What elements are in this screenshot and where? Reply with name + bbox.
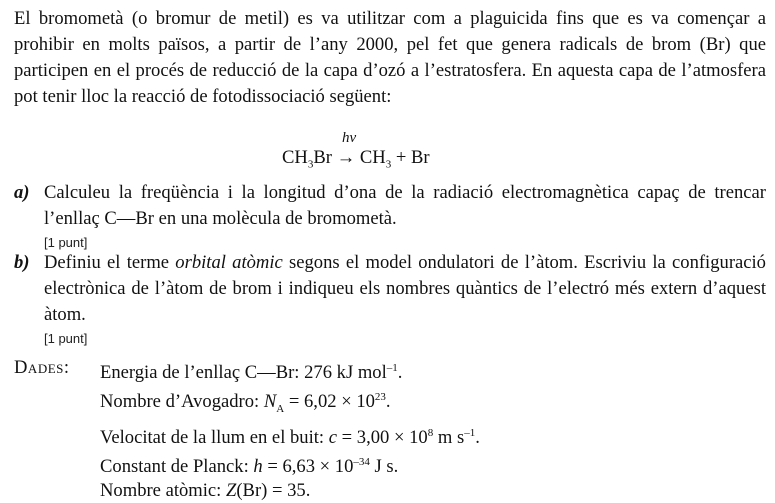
- data-light-speed: [100, 421, 766, 450]
- question-a: [14, 180, 766, 250]
- reactant-sub: 3: [307, 158, 314, 171]
- data-atomic-number: [100, 479, 766, 503]
- planck-value: = 6,63 × 10: [262, 456, 354, 478]
- question-b-text: [44, 250, 766, 328]
- avogadro-end: .: [385, 391, 391, 413]
- data-planck: [100, 450, 766, 479]
- data-avogadro: [100, 385, 766, 421]
- product-sub: 3: [385, 158, 392, 171]
- question-a-points: [1 punt]: [44, 235, 88, 250]
- atomic-symbol: Z: [226, 480, 237, 502]
- energy-text: Energia de l’enllaç C—Br: 276 kJ mol: [100, 362, 387, 384]
- question-b-letter: b): [14, 252, 30, 273]
- energy-end: .: [397, 362, 403, 384]
- intro-paragraph: El bromometà (o bromur de metil) es va utilitzar com a plaguicida fins que es va començar a prohibir en molts països, a partir de l’any 2000, pel fet que genera radicals de brom (Br) que participen en el procés de reducció de la capa d’ozó a l’estratosfera. En aquesta capa de l’atmosfera pot tenir lloc la reacció de fotodissociació següent:: [14, 8, 766, 107]
- data-label: Dades:: [14, 357, 70, 378]
- avogadro-exp: 23: [374, 391, 386, 404]
- avogadro-text: Nombre d’Avogadro:: [100, 391, 264, 413]
- product-end: + Br: [395, 147, 430, 168]
- avogadro-value: = 6,02 × 10: [284, 391, 375, 413]
- question-b-text-before: Definiu el terme: [44, 252, 176, 273]
- planck-symbol: h: [253, 456, 263, 478]
- light-unit: m s: [433, 427, 465, 449]
- question-b-points: [1 punt]: [44, 331, 88, 346]
- avogadro-sub: A: [276, 403, 285, 416]
- energy-exp: –1: [386, 362, 398, 374]
- reaction-arrow: →: [336, 147, 356, 168]
- planck-end: J s.: [369, 456, 399, 478]
- equation-formula: [282, 147, 430, 171]
- data-energy: [100, 356, 766, 385]
- avogadro-symbol: N: [263, 391, 277, 413]
- light-end: .: [475, 427, 480, 449]
- reactant-main: CH: [282, 147, 308, 168]
- reaction-equation: [282, 130, 482, 174]
- question-b-term: orbital atòmic: [175, 252, 283, 273]
- photon-label: hv: [342, 130, 357, 146]
- data-lines: [100, 356, 766, 503]
- question-b-text-after: segons el model ondulatori de l’àtom. Escriviu la configuració electrònica de l’àtom de brom i indiqueu els nombres quàntics de l’electró més extern d’aquest àtom.: [44, 252, 766, 325]
- light-text: Velocitat de la llum en el buit:: [100, 427, 329, 449]
- data-section: [14, 356, 766, 503]
- planck-text: Constant de Planck:: [100, 456, 254, 478]
- light-value: = 3,00 × 10: [337, 427, 428, 449]
- light-unit-exp: –1: [464, 427, 476, 440]
- light-exp: 8: [427, 427, 434, 440]
- question-b: [14, 250, 766, 346]
- question-a-letter: a): [14, 182, 30, 203]
- atomic-end: (Br) = 35.: [236, 480, 311, 502]
- atomic-text: Nombre atòmic:: [100, 480, 226, 502]
- reactant-end: Br: [313, 147, 332, 168]
- question-a-text: Calculeu la freqüència i la longitud d’ona de la radiació electromagnètica capaç de trencar l’enllaç C—Br en una molècula de bromometà.: [44, 182, 766, 229]
- product-main: CH: [359, 147, 386, 168]
- light-symbol: c: [328, 427, 338, 449]
- planck-exp: –34: [353, 456, 370, 469]
